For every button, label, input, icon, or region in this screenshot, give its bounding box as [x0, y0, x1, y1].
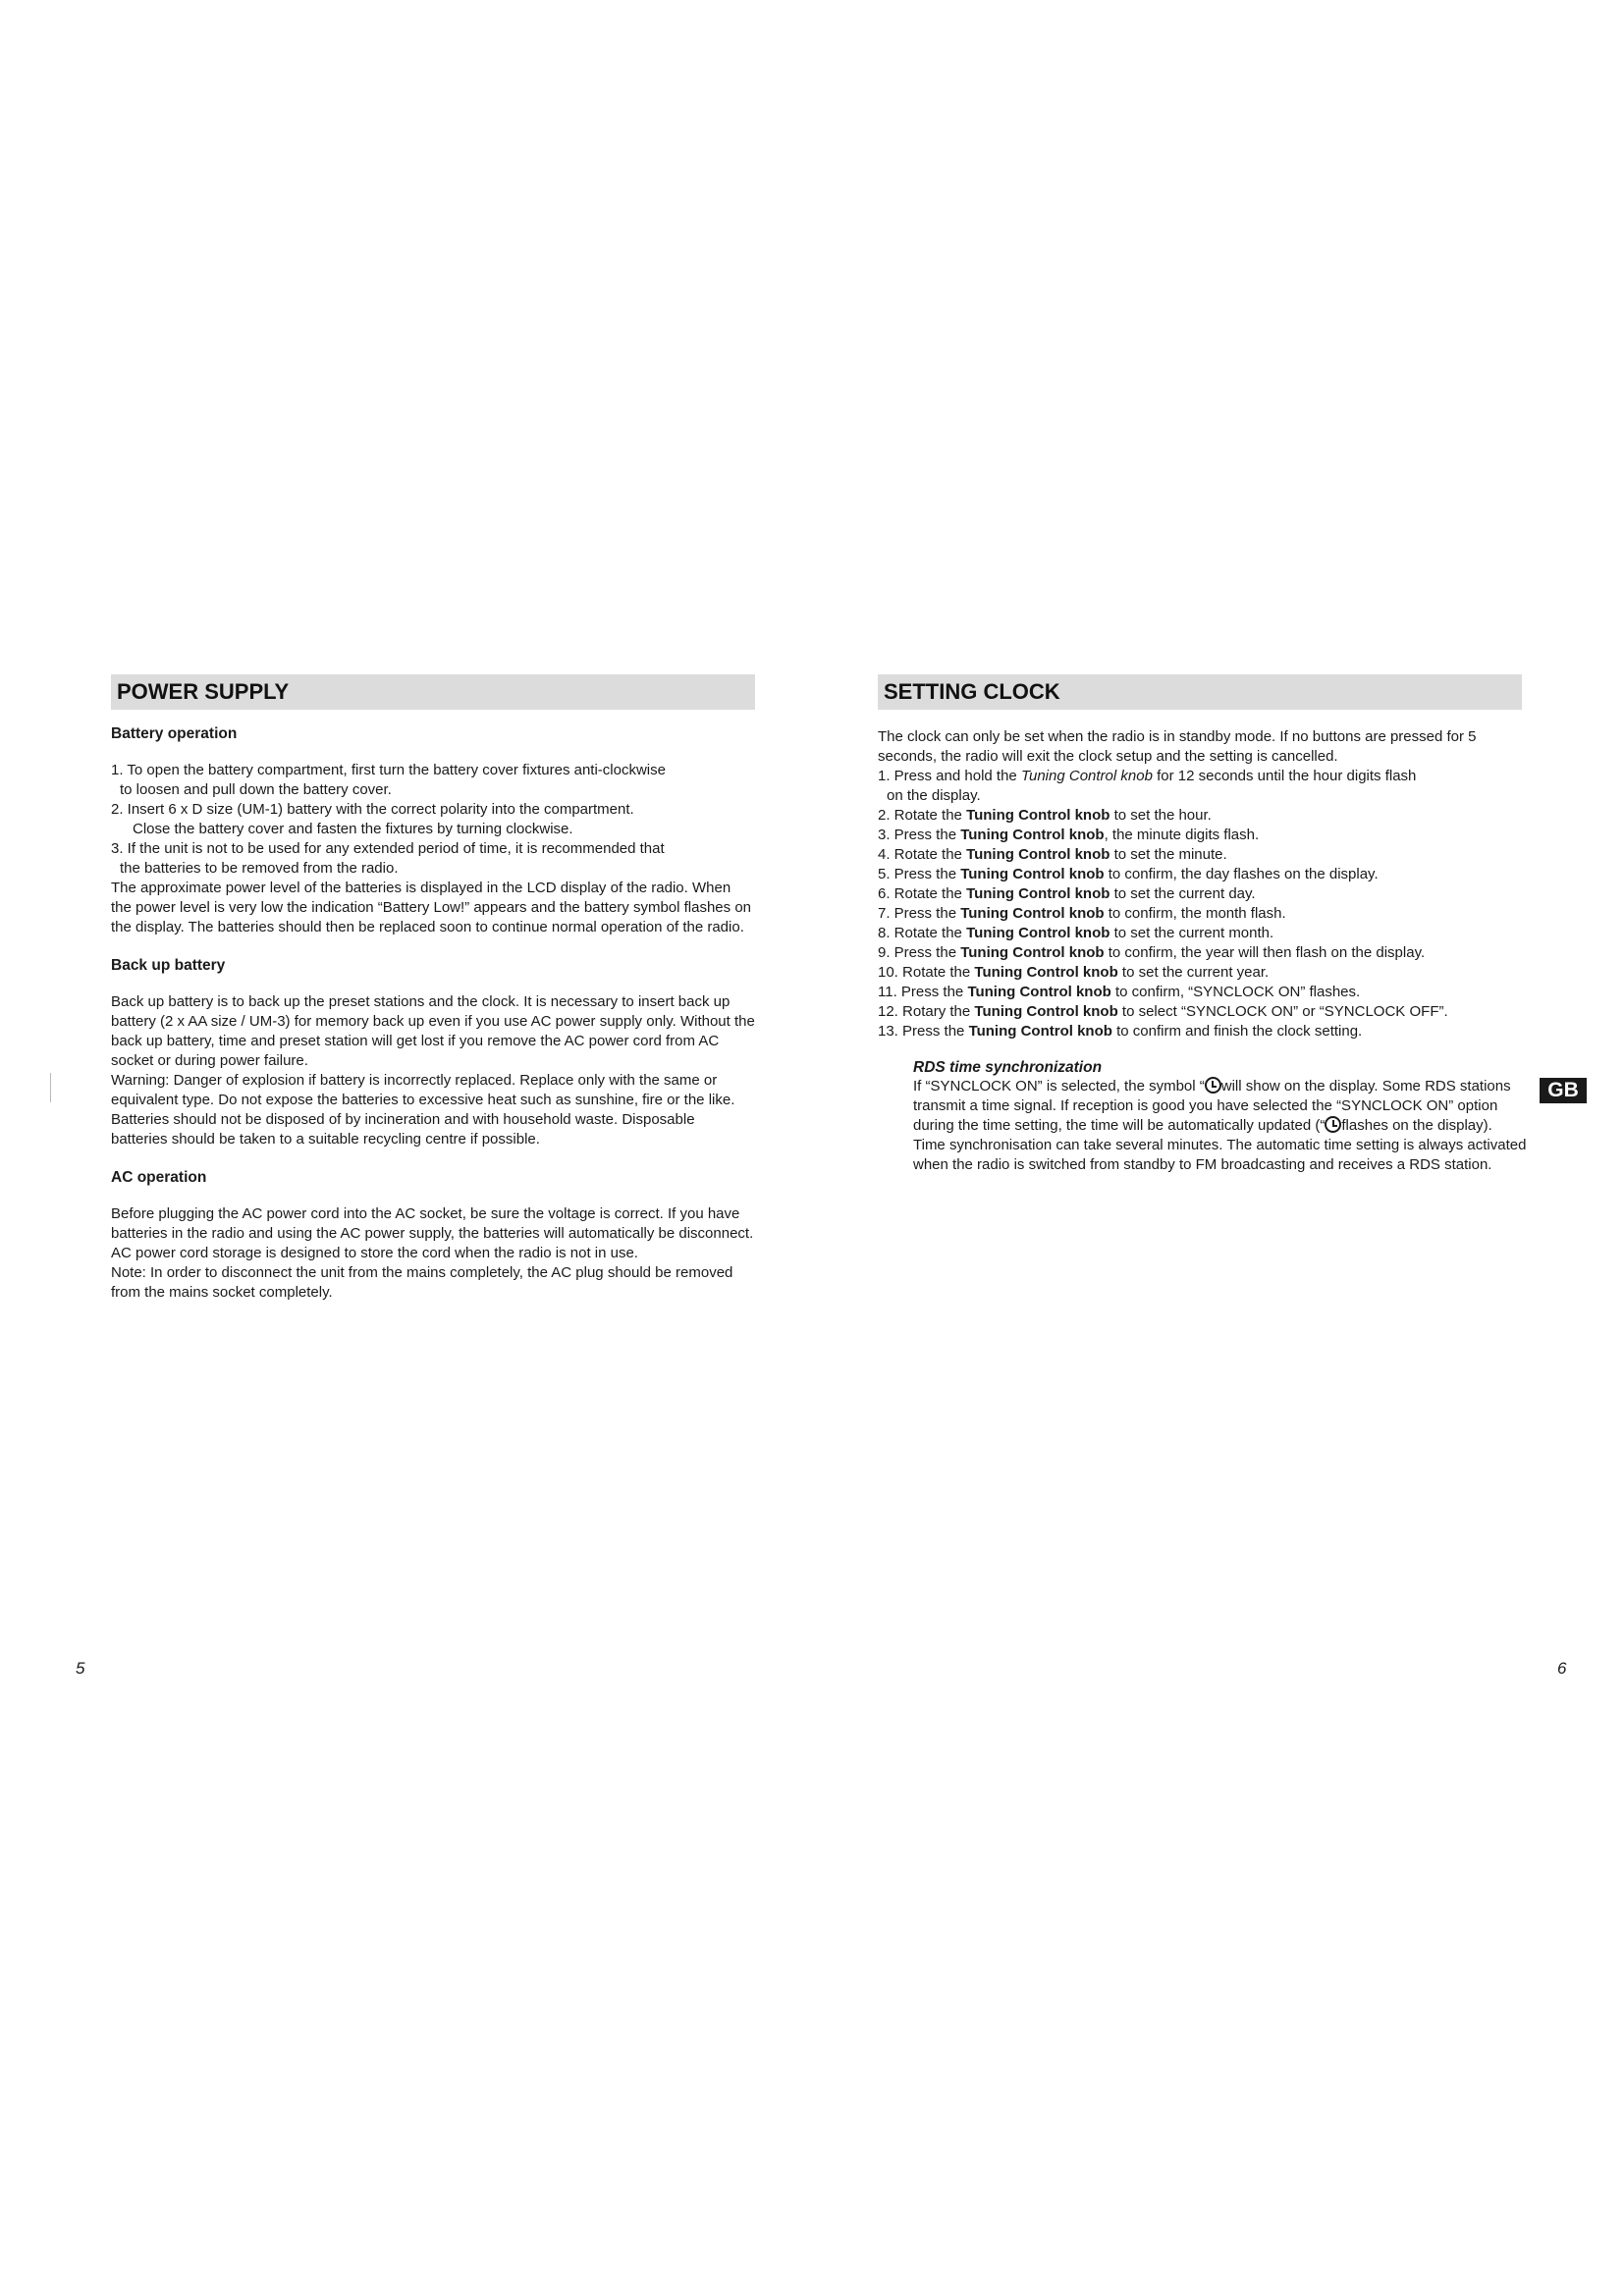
rds-sync-text — [913, 1077, 1528, 1175]
clock-step-1-cont: on the display. — [887, 787, 981, 804]
clock-step — [878, 983, 1522, 1002]
step-suffix: to select “SYNCLOCK ON” or “SYNCLOCK OFF”. — [1117, 1003, 1448, 1020]
step-1-prefix: 1. Press and hold the — [878, 768, 1021, 784]
battery-step-3-cont: the batteries to be removed from the radio. — [120, 860, 399, 877]
battery-step-1: 1. To open the battery compartment, first turn the battery cover fixtures anti-clockwise — [111, 762, 666, 778]
clock-step — [878, 826, 1522, 845]
setting-clock-header: SETTING CLOCK — [878, 674, 1522, 710]
step-keyword: Tuning Control knob — [960, 866, 1105, 882]
step-prefix: 9. Press the — [878, 944, 961, 961]
step-keyword: Tuning Control knob — [967, 984, 1111, 1000]
backup-battery-text: Back up battery is to back up the preset stations and the clock. It is necessary to insert back up battery (2 x AA size / UM-3) for memory back up even if you use AC power supply only. Without the back up battery, time and preset station will get lost if you remove the AC power cord from AC socket or during power failure. — [111, 993, 755, 1069]
mains-note-text: Note: In order to disconnect the unit from the mains completely, the AC plug should be removed from the mains socket completely. — [111, 1264, 733, 1301]
step-prefix: 8. Rotate the — [878, 925, 967, 941]
clock-step — [878, 1002, 1522, 1022]
step-suffix: , the minute digits flash. — [1104, 827, 1260, 843]
step-keyword: Tuning Control knob — [966, 925, 1110, 941]
battery-operation-title: Battery operation — [111, 725, 238, 742]
rds-text-part-2: will show on the display. Some RDS stations transmit a time signal. If reception is good you have selected the “SYNCLOCK ON” option during the time setting, the time will be automatically updated (“ — [913, 1078, 1511, 1134]
ac-operation-text: Before plugging the AC power cord into the AC socket, be sure the voltage is correct. If you have batteries in the radio and using the AC power supply, the batteries will automatically be disconnect. AC power cord storage is designed to store the cord when the radio is not in use. — [111, 1205, 754, 1261]
margin-mark — [50, 1073, 51, 1102]
clock-sync-icon — [1325, 1116, 1341, 1133]
step-prefix: 11. Press the — [878, 984, 968, 1000]
clock-step — [878, 963, 1522, 983]
step-prefix: 5. Press the — [878, 866, 961, 882]
step-prefix: 12. Rotary the — [878, 1003, 975, 1020]
clock-step — [878, 904, 1522, 924]
battery-step-1-cont: to loosen and pull down the battery cover. — [120, 781, 392, 798]
step-keyword: Tuning Control knob — [974, 964, 1118, 981]
clock-sync-icon — [1205, 1077, 1221, 1094]
clock-step — [878, 845, 1522, 865]
step-prefix: 6. Rotate the — [878, 885, 967, 902]
step-prefix: 2. Rotate the — [878, 807, 967, 824]
step-suffix: to confirm, the year will then flash on the display. — [1104, 944, 1426, 961]
step-prefix: 4. Rotate the — [878, 846, 967, 863]
battery-level-text: The approximate power level of the batteries is displayed in the LCD display of the radio. When the power level is very low the indication “Battery Low!” appears and the battery symbol flashes on the display. The batteries should then be replaced soon to continue normal operation of the radio. — [111, 880, 752, 935]
step-suffix: to set the current month. — [1110, 925, 1274, 941]
clock-steps-list — [878, 767, 1522, 1041]
step-prefix: 7. Press the — [878, 905, 961, 922]
battery-step-2: 2. Insert 6 x D size (UM-1) battery with the correct polarity into the compartment. — [111, 801, 634, 818]
step-1-keyword: Tuning Control knob — [1020, 768, 1153, 784]
clock-step — [878, 865, 1522, 884]
clock-step — [878, 806, 1522, 826]
clock-step-1 — [878, 767, 1522, 786]
step-suffix: to set the hour. — [1110, 807, 1212, 824]
clock-step — [878, 884, 1522, 904]
step-keyword: Tuning Control knob — [960, 827, 1105, 843]
step-prefix: 10. Rotate the — [878, 964, 975, 981]
step-prefix: 3. Press the — [878, 827, 961, 843]
rds-text-part-3: flashes on the display). Time synchronisation can take several minutes. The automatic time setting is always activated when the radio is switched from standby to FM broadcasting and receives a RDS station. — [913, 1117, 1527, 1173]
step-keyword: Tuning Control knob — [966, 807, 1110, 824]
step-suffix: to set the current year. — [1117, 964, 1270, 981]
clock-step — [878, 1022, 1522, 1041]
left-page-number: 5 — [76, 1659, 85, 1678]
clock-step — [878, 924, 1522, 943]
step-suffix: to confirm, the day flashes on the display. — [1104, 866, 1379, 882]
warning-text: Warning: Danger of explosion if battery is incorrectly replaced. Replace only with the same or equivalent type. Do not expose the batteries to excessive heat such as sunshine, fire or the like. Batteries should not be disposed of by incineration and with household waste. Disposable batteries should be taken to a suitable recycling centre if possible. — [111, 1072, 735, 1148]
battery-steps-list — [111, 761, 755, 879]
left-page-column — [111, 674, 755, 1303]
step-suffix: to confirm and finish the clock setting. — [1111, 1023, 1363, 1040]
step-keyword: Tuning Control knob — [966, 885, 1110, 902]
step-keyword: Tuning Control knob — [968, 1023, 1112, 1040]
step-keyword: Tuning Control knob — [960, 905, 1105, 922]
rds-text-part-1: If “SYNCLOCK ON” is selected, the symbol “ — [913, 1078, 1205, 1095]
step-1-suffix: for 12 seconds until the hour digits flash — [1152, 768, 1417, 784]
step-suffix: to confirm, the month flash. — [1104, 905, 1286, 922]
language-badge: GB — [1540, 1078, 1587, 1103]
step-keyword: Tuning Control knob — [966, 846, 1110, 863]
step-suffix: to confirm, “SYNCLOCK ON” flashes. — [1110, 984, 1361, 1000]
battery-step-2-cont: Close the battery cover and fasten the fixtures by turning clockwise. — [133, 821, 573, 837]
battery-step-3: 3. If the unit is not to be used for any extended period of time, it is recommended that — [111, 840, 665, 857]
backup-battery-title: Back up battery — [111, 957, 226, 974]
rds-sync-title: RDS time synchronization — [913, 1059, 1103, 1076]
clock-step — [878, 943, 1522, 963]
power-supply-header: POWER SUPPLY — [111, 674, 755, 710]
clock-intro-text: The clock can only be set when the radio is in standby mode. If no buttons are pressed for 5 seconds, the radio will exit the clock setup and the setting is cancelled. — [878, 728, 1477, 765]
step-keyword: Tuning Control knob — [974, 1003, 1118, 1020]
ac-operation-title: AC operation — [111, 1169, 207, 1186]
step-suffix: to set the current day. — [1110, 885, 1256, 902]
right-page-number: 6 — [1557, 1659, 1567, 1678]
right-page-column — [878, 674, 1527, 1175]
step-prefix: 13. Press the — [878, 1023, 969, 1040]
step-suffix: to set the minute. — [1110, 846, 1227, 863]
step-keyword: Tuning Control knob — [960, 944, 1105, 961]
